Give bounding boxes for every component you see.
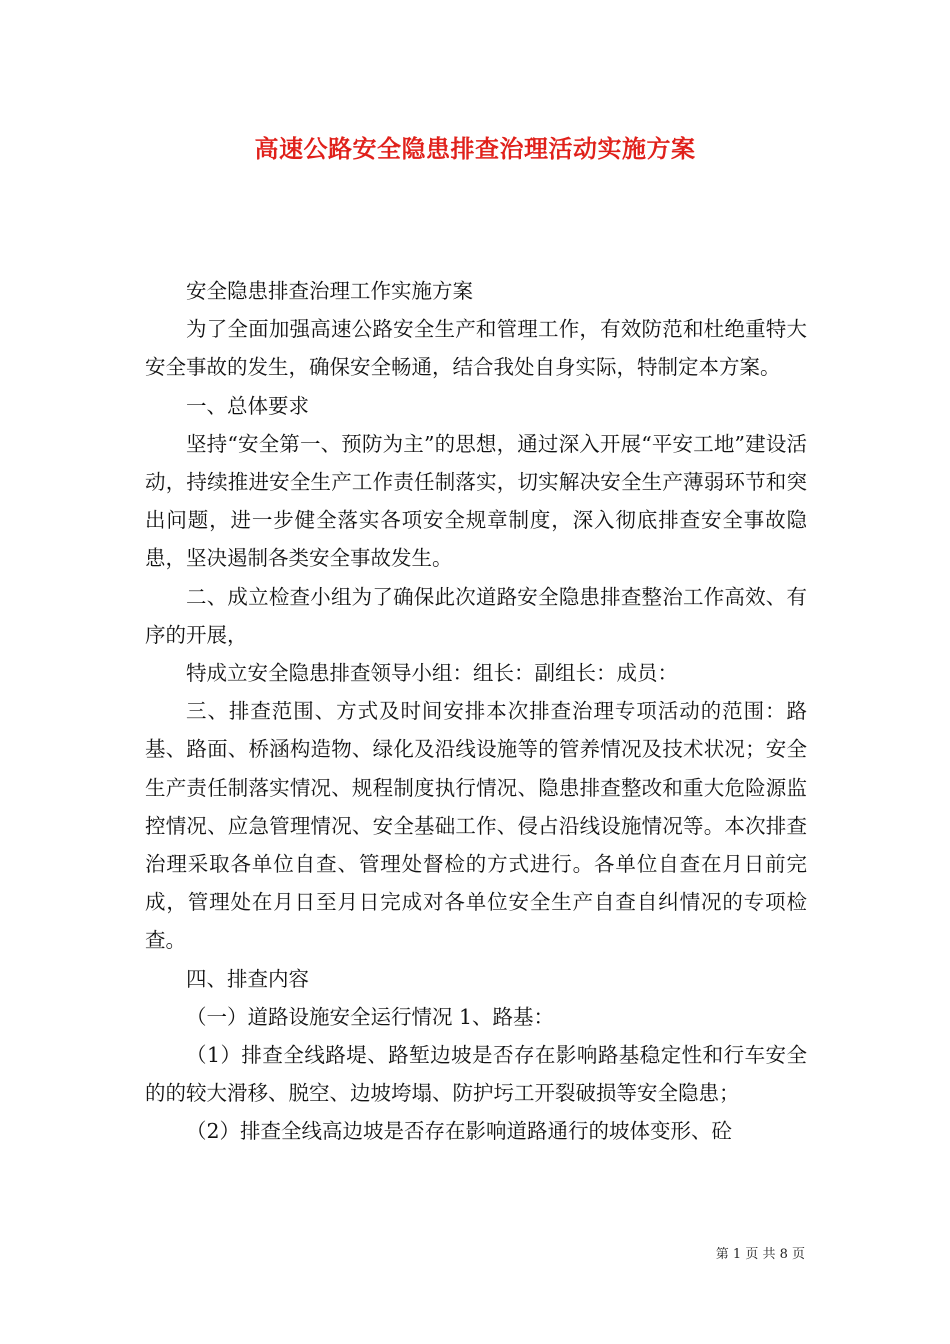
paragraph-intro: 为了全面加强高速公路安全生产和管理工作，有效防范和杜绝重特大安全事故的发生，确保安全畅通，结合我处自身实际，特制定本方案。 [145, 317, 807, 380]
document-title: 高速公路安全隐患排查治理活动实施方案 [254, 134, 696, 163]
list-item-1: （1）排查全线路堤、路堑边坡是否存在影响路基稳定性和行车安全的的较大滑移、脱空、边坡垮塌、防护圬工开裂破损等安全隐患； [145, 1043, 807, 1106]
heading-section-1: 一、总体要求 [186, 393, 309, 418]
paragraph-section-2: 特成立安全隐患排查领导小组：组长：副组长：成员： [186, 661, 678, 686]
document-body [145, 272, 807, 1151]
paragraph-section-1: 坚持“安全第一、预防为主”的思想，通过深入开展“平安工地”建设活动，持续推进安全生产工作责任制落实，切实解决安全生产薄弱环节和突出问题，进一步健全落实各项安全规章制度，深入彻底排查安全事故隐患，坚决遏制各类安全事故发生。 [145, 431, 807, 571]
heading-section-4: 四、排查内容 [186, 966, 309, 991]
paragraph-section-3: 三、排查范围、方式及时间安排本次排查治理专项活动的范围：路基、路面、桥涵构造物、绿化及沿线设施等的管养情况及技术状况；安全生产责任制落实情况、规程制度执行情况、隐患排查整改和重大危险源监控情况、应急管理情况、安全基础工作、侵占沿线设施情况等。本次排查治理采取各单位自查、管理处督检的方式进行。各单位自查在月日前完成，管理处在月日至月日完成对各单位安全生产自查自纠情况的专项检查。 [145, 699, 807, 953]
subheading-4-1: （一）道路设施安全运行情况 1、路基： [186, 1004, 555, 1029]
paragraph-subtitle: 安全隐患排查治理工作实施方案 [186, 279, 473, 303]
page-number: 第 1 页 共 8 页 [715, 1247, 805, 1262]
list-item-2: （2）排查全线高边坡是否存在影响道路通行的坡体变形、砼 [186, 1119, 733, 1144]
heading-section-2: 二、成立检查小组为了确保此次道路安全隐患排查整治工作高效、有序的开展， [145, 584, 807, 647]
